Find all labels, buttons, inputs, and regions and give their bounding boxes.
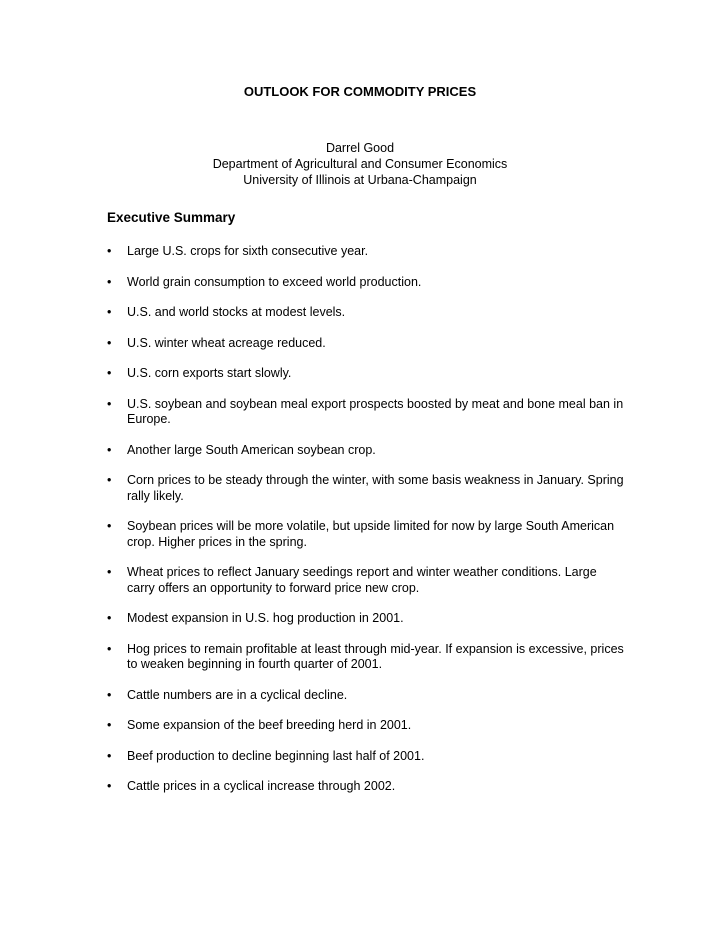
list-item bbox=[107, 366, 627, 382]
author-department: Department of Agricultural and Consumer Economics bbox=[212, 157, 508, 171]
list-item-text: Large U.S. crops for sixth consecutive year. bbox=[127, 244, 369, 258]
list-item bbox=[107, 642, 627, 673]
bullet-icon: • bbox=[107, 687, 112, 702]
list-item-text: Another large South American soybean crop. bbox=[127, 442, 376, 457]
bullet-icon: • bbox=[107, 396, 112, 411]
bullet-icon: • bbox=[107, 748, 112, 763]
list-item bbox=[107, 244, 627, 260]
summary-bullet-list bbox=[107, 244, 627, 810]
list-item bbox=[107, 305, 627, 321]
list-item-text: Cattle numbers are in a cyclical decline. bbox=[127, 687, 348, 702]
bullet-icon: • bbox=[107, 305, 112, 319]
list-item-text: Beef production to decline beginning last half of 2001. bbox=[127, 748, 425, 763]
list-item bbox=[107, 779, 627, 795]
bullet-icon: • bbox=[107, 611, 112, 625]
list-item bbox=[107, 519, 627, 550]
bullet-icon: • bbox=[107, 366, 112, 380]
list-item-text: Soybean prices will be more volatile, but upside limited for now by large South American crop. Higher prices in the spring. bbox=[127, 519, 615, 549]
list-item-text: Wheat prices to reflect January seedings report and winter weather conditions. Large carry offers an opportunity to forward price new crop. bbox=[127, 565, 597, 595]
list-item-text: U.S. soybean and soybean meal export prospects boosted by meat and bone meal ban in Europe. bbox=[127, 396, 624, 426]
list-item bbox=[107, 718, 627, 734]
bullet-icon: • bbox=[107, 641, 112, 656]
list-item bbox=[107, 749, 627, 765]
list-item-text: U.S. and world stocks at modest levels. bbox=[127, 305, 346, 319]
list-item bbox=[107, 275, 627, 291]
list-item-text: Some expansion of the beef breeding herd in 2001. bbox=[127, 718, 412, 732]
list-item-text: Corn prices to be steady through the winter, with some basis weakness in January. Spring rally likely. bbox=[127, 473, 624, 503]
list-item bbox=[107, 443, 627, 459]
bullet-icon: • bbox=[107, 442, 112, 457]
bullet-icon: • bbox=[107, 473, 112, 487]
list-item-text: Modest expansion in U.S. hog production in 2001. bbox=[127, 611, 404, 625]
list-item-text: Hog prices to remain profitable at least through mid-year. If expansion is excessive, prices to weaken beginning in fourth quarter of 2001. bbox=[127, 641, 624, 671]
author-university: University of Illinois at Urbana-Champaign bbox=[243, 173, 477, 187]
list-item bbox=[107, 565, 627, 596]
list-item bbox=[107, 688, 627, 704]
list-item bbox=[107, 397, 627, 428]
bullet-icon: • bbox=[107, 779, 112, 793]
author-name: Darrel Good bbox=[325, 141, 395, 155]
bullet-icon: • bbox=[107, 244, 112, 258]
document-title: OUTLOOK FOR COMMODITY PRICES bbox=[243, 84, 477, 99]
list-item-text: U.S. corn exports start slowly. bbox=[127, 366, 292, 380]
bullet-icon: • bbox=[107, 718, 112, 732]
bullet-icon: • bbox=[107, 519, 112, 533]
list-item bbox=[107, 611, 627, 627]
bullet-icon: • bbox=[107, 565, 112, 579]
list-item bbox=[107, 473, 627, 504]
author-block bbox=[0, 140, 720, 188]
list-item-text: World grain consumption to exceed world production. bbox=[127, 274, 422, 289]
list-item-text: U.S. winter wheat acreage reduced. bbox=[127, 335, 326, 350]
list-item bbox=[107, 336, 627, 352]
list-item-text: Cattle prices in a cyclical increase through 2002. bbox=[127, 779, 396, 793]
bullet-icon: • bbox=[107, 335, 112, 350]
bullet-icon: • bbox=[107, 274, 112, 289]
section-heading: Executive Summary bbox=[107, 210, 236, 225]
